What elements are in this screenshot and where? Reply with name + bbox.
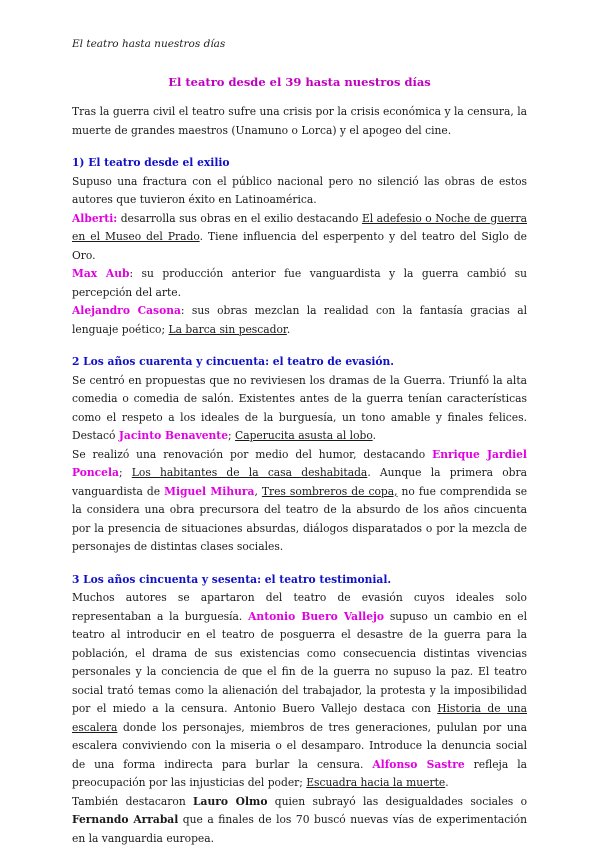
- work-title: El adefesio o Noche de guerra en el Museo del Prado: [72, 211, 527, 243]
- text-run: ,: [254, 484, 262, 498]
- alberti-paragraph: [72, 210, 527, 266]
- text-run: También destacaron: [72, 794, 194, 808]
- document-body: [72, 103, 527, 848]
- section-3-paragraph-2: [72, 793, 527, 848]
- author-name: Alberti:: [72, 211, 118, 225]
- casona-paragraph: [72, 302, 527, 339]
- text-run: . Aunque la primera obra vanguardista de: [72, 466, 527, 498]
- text-run: : sus obras mezclan la realidad con la fantasía gracias al lenguaje poético;: [72, 304, 527, 336]
- author-name: Miguel Mihura: [164, 484, 255, 498]
- page-title: El teatro desde el 39 hasta nuestros días: [168, 75, 431, 89]
- author-name: Max Aub: [72, 267, 130, 280]
- section-2-heading: 2 Los años cuarenta y cincuenta: el teatro de evasión.: [72, 355, 395, 368]
- author-name: Fernando Arrabal: [72, 813, 179, 826]
- work-title: Los habitantes de la casa deshabitada: [131, 466, 368, 479]
- work-title: Escuadra hacia la muerte: [306, 776, 446, 789]
- text-run: ;: [118, 466, 132, 479]
- work-title: Caperucita asusta al lobo: [235, 429, 373, 442]
- text-run: no fue comprendida se la considera una obra precursora del teatro de la absurdo de los años cincuenta por la presencia de situaciones absurdas, diálogos disparatados o por la mezcla de personajes de distintas clases sociales.: [72, 484, 528, 553]
- section-1-paragraph: Supuso una fractura con el público nacional pero no silenció las obras de estos autores que tuvieron éxito en Latinoamérica.: [72, 174, 527, 206]
- text-run: que a finales de los 70 buscó nuevas vías de experimentación en la vanguardia europea.: [72, 813, 527, 845]
- text-run: desarrolla sus obras en el exilio destacando: [117, 211, 362, 225]
- text-run: ;: [228, 429, 236, 442]
- text-run: Muchos autores se apartaron del teatro de evasión cuyos ideales solo representaban a la burguesía.: [72, 591, 527, 623]
- author-name: Lauro Olmo: [193, 794, 268, 808]
- section-1-heading: 1) El teatro desde el exilio: [72, 156, 230, 169]
- text-run: . Tiene influencia del esperpento y del teatro del Siglo de Oro.: [72, 230, 527, 262]
- section-2-paragraph-2: [72, 446, 527, 557]
- author-name: Antonio Buero Vallejo: [248, 609, 385, 623]
- author-name: Jacinto Benavente: [118, 429, 229, 442]
- text-run: refleja la preocupación por las injusticias del poder;: [72, 757, 527, 789]
- text-run: .: [445, 776, 449, 789]
- author-name: Alfonso Sastre: [372, 757, 465, 771]
- work-title: Tres sombreros de copa,: [261, 484, 398, 498]
- section-3-paragraph-1: [72, 589, 527, 793]
- text-run: Se centró en propuestas que no reviviesen los dramas de la Guerra. Triunfó la alta comedia o comedia de salón. Existentes antes de la guerra tenían características como el respeto a los ideales de la burguesía, un tono amable y finales felices. Destacó: [72, 373, 527, 442]
- text-run: .: [372, 429, 377, 442]
- text-run: Se realizó una renovación por medio del humor, destacando: [72, 447, 433, 461]
- section-2-paragraph-1: [72, 372, 527, 446]
- author-name: Alejandro Casona: [72, 304, 181, 317]
- text-run: quien subrayó las desigualdades sociales o: [267, 794, 528, 808]
- aub-paragraph: [72, 265, 527, 302]
- text-run: donde los personajes, miembros de tres generaciones, pululan por una escalera conviviendo con la miseria o el desamparo. Introduce la denuncia social de una forma indirecta para burlar la censura.: [72, 720, 527, 771]
- work-title: Historia de una escalera: [72, 702, 528, 734]
- text-run: supuso un cambio en el teatro al introducir en el teatro de posguerra el desastre de la guerra para la población, el drama de sus existencias como consecuencia distintas vivencias personales y la conciencia de que el fin de la guerra no supuso la paz. El teatro social trató temas como la alienación del trabajador, la protesta y la imposibilidad por el miedo a la censura. Antonio Buero Vallejo destaca con: [72, 609, 527, 715]
- author-name: Enrique Jardiel Poncela: [72, 447, 527, 479]
- intro-paragraph: Tras la guerra civil el teatro sufre una crisis por la crisis económica y la censura, la muerte de grandes maestros (Unamuno o Lorca) y el apogeo del cine.: [72, 105, 527, 137]
- section-3-heading: 3 Los años cincuenta y sesenta: el teatro testimonial.: [72, 572, 392, 586]
- running-header: El teatro hasta nuestros días: [72, 38, 226, 50]
- text-run: : su producción anterior fue vanguardista y la guerra cambió su percepción del arte.: [72, 267, 528, 299]
- work-title: La barca sin pescador: [168, 322, 287, 336]
- text-run: .: [286, 322, 291, 336]
